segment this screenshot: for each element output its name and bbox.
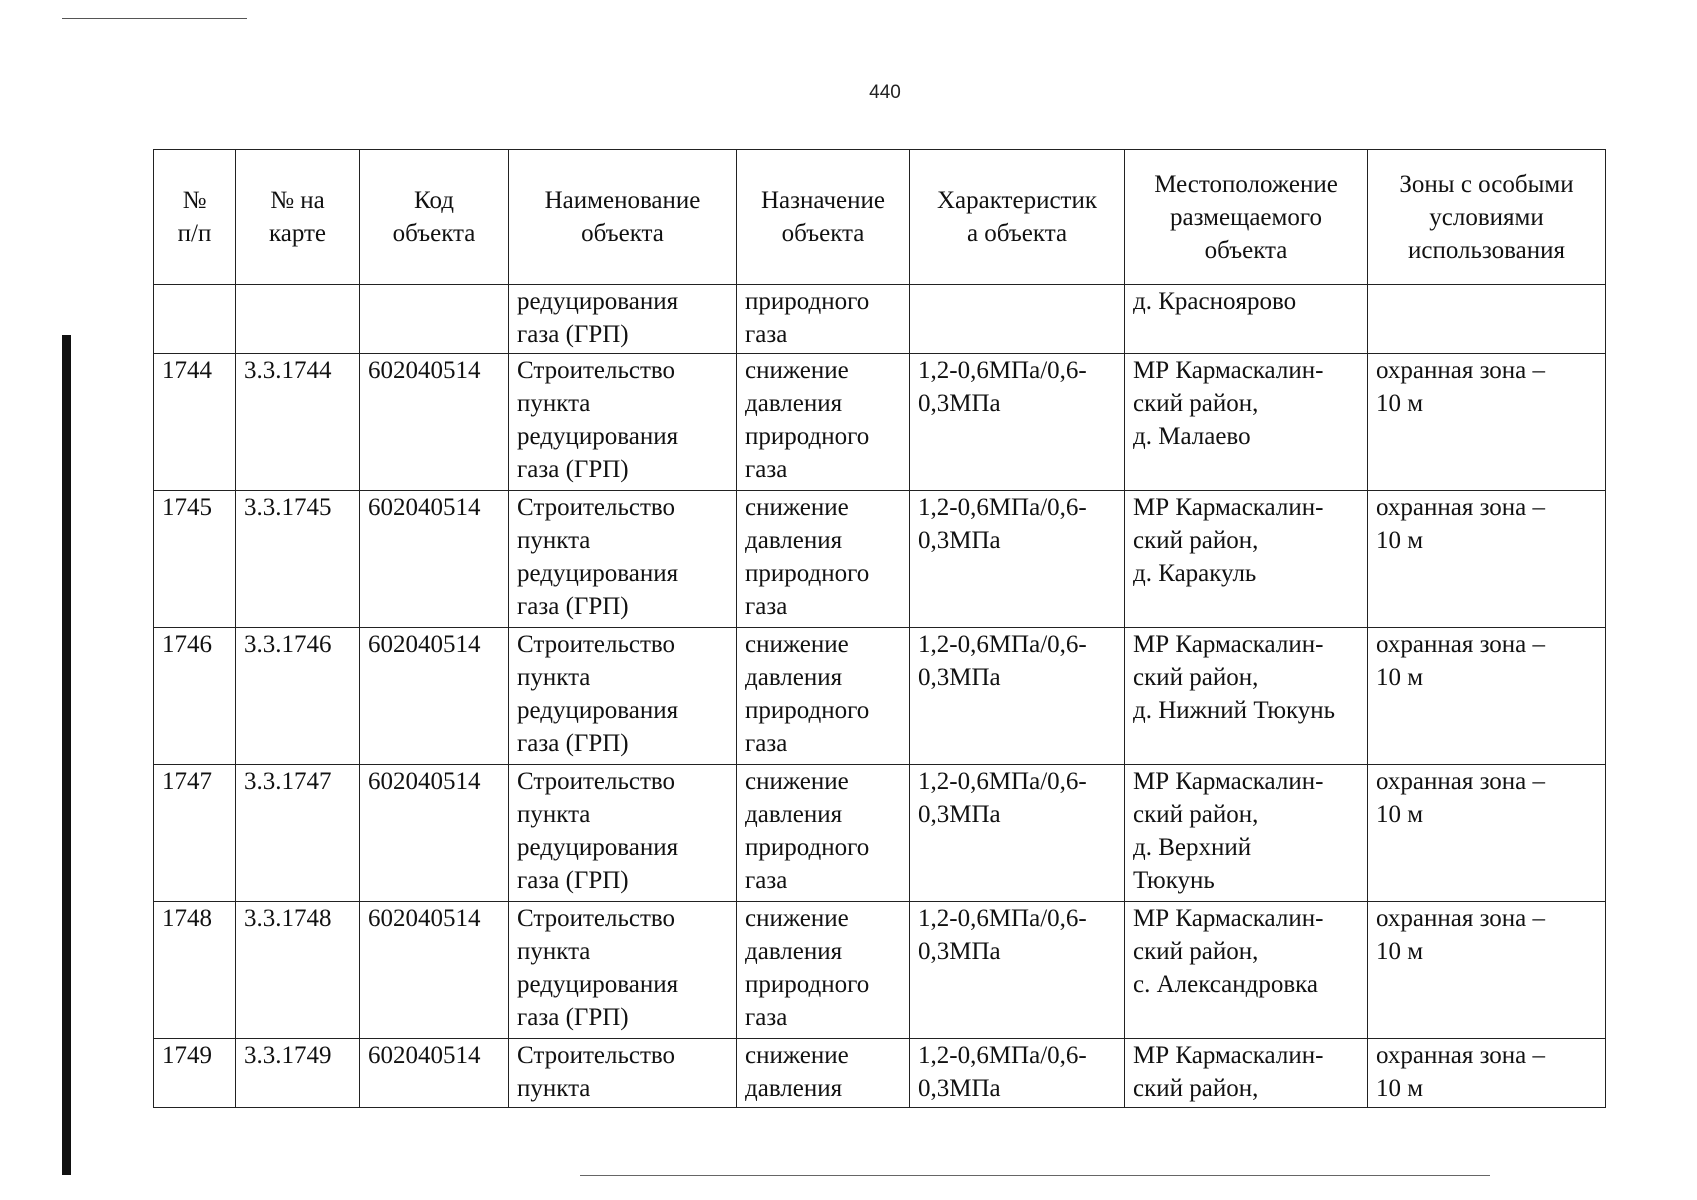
cell-location — [1125, 1039, 1368, 1108]
cell-text-line: 0,3МПа — [918, 1075, 1001, 1102]
cell-map-num: 3.3.1744 — [236, 354, 360, 491]
cell-text-line: 0,3МПа — [918, 801, 1001, 828]
cell-text-line: газа — [745, 456, 788, 483]
cell-purpose — [737, 285, 910, 354]
cell-text-line: Тюкунь — [1133, 867, 1215, 894]
cell-text-line: редуцирования — [517, 288, 679, 315]
cell-text-line: давления — [745, 1075, 843, 1102]
scan-artifact-line-top — [62, 18, 247, 19]
header-text-line: условиями — [1429, 203, 1544, 231]
header-zones — [1368, 150, 1606, 285]
cell-text-line: редуцирования — [517, 971, 679, 998]
cell-location — [1125, 765, 1368, 902]
cell-name — [509, 491, 737, 628]
cell-text-line: газа — [745, 321, 788, 348]
cell-zone — [1368, 285, 1606, 354]
cell-name — [509, 354, 737, 491]
scan-artifact-line-bottom — [580, 1175, 1490, 1176]
cell-text-line: газа (ГРП) — [517, 321, 629, 348]
table-body — [154, 285, 1606, 1108]
cell-text-line: редуцирования — [517, 423, 679, 450]
header-text-line: Зоны с особыми — [1399, 170, 1574, 198]
cell-text-line: снижение — [745, 494, 849, 521]
header-location — [1125, 150, 1368, 285]
header-name — [509, 150, 737, 285]
cell-map-num: 3.3.1746 — [236, 628, 360, 765]
cell-text-line: 10 м — [1376, 390, 1424, 417]
cell-text-line: пункта — [517, 390, 591, 417]
cell-text-line: 10 м — [1376, 527, 1424, 554]
header-text-line: № на — [270, 187, 325, 214]
table-row — [154, 765, 1606, 902]
cell-location — [1125, 285, 1368, 354]
table-row — [154, 491, 1606, 628]
cell-characteristic — [910, 354, 1125, 491]
page-number: 440 — [869, 82, 901, 103]
cell-text-line: МР Кармаскалин- — [1133, 357, 1324, 384]
table-row — [154, 354, 1606, 491]
cell-text-line: газа — [745, 1004, 788, 1031]
cell-zone — [1368, 491, 1606, 628]
scan-artifact-bar-left — [62, 335, 71, 1175]
cell-num — [154, 285, 236, 354]
header-text-line: карте — [268, 220, 327, 247]
cell-text-line: Строительство — [517, 905, 676, 932]
cell-code: 602040514 — [360, 491, 509, 628]
cell-num: 1747 — [154, 765, 236, 902]
cell-text-line: газа (ГРП) — [517, 1004, 629, 1031]
objects-table — [153, 149, 1606, 1108]
cell-text-line: давления — [745, 527, 843, 554]
header-text-line: Характеристик — [936, 187, 1097, 214]
cell-text-line: МР Кармаскалин- — [1133, 905, 1324, 932]
header-text-line: Местоположение — [1154, 170, 1338, 198]
cell-text-line: 1,2-0,6МПа/0,6- — [918, 494, 1087, 521]
header-text-line: объекта — [781, 220, 865, 247]
cell-location — [1125, 628, 1368, 765]
header-text-line: Код — [414, 187, 454, 214]
cell-text-line: снижение — [745, 357, 849, 384]
cell-num: 1749 — [154, 1039, 236, 1108]
header-purpose — [737, 150, 910, 285]
cell-text-line: ский район, — [1133, 1075, 1259, 1102]
header-text-line: использования — [1408, 236, 1565, 264]
cell-characteristic — [910, 902, 1125, 1039]
cell-map-num: 3.3.1748 — [236, 902, 360, 1039]
cell-text-line: 1,2-0,6МПа/0,6- — [918, 631, 1087, 658]
cell-text-line: охранная зона – — [1376, 1042, 1546, 1069]
cell-text-line: д. Верхний — [1133, 834, 1252, 861]
cell-text-line: 10 м — [1376, 1075, 1424, 1102]
cell-text-line: снижение — [745, 905, 849, 932]
cell-text-line: газа — [745, 730, 788, 757]
cell-text-line: газа — [745, 593, 788, 620]
cell-text-line: пункта — [517, 664, 591, 691]
header-code — [360, 150, 509, 285]
cell-text-line: охранная зона – — [1376, 357, 1546, 384]
header-num — [154, 150, 236, 285]
cell-name — [509, 765, 737, 902]
cell-text-line: 10 м — [1376, 801, 1424, 828]
cell-text-line: ский район, — [1133, 938, 1259, 965]
cell-text-line: Строительство — [517, 357, 676, 384]
cell-code: 602040514 — [360, 354, 509, 491]
cell-text-line: природного — [745, 288, 870, 315]
cell-code: 602040514 — [360, 1039, 509, 1108]
cell-num: 1745 — [154, 491, 236, 628]
cell-characteristic — [910, 628, 1125, 765]
cell-text-line: редуцирования — [517, 560, 679, 587]
cell-text-line: с. Александровка — [1133, 971, 1319, 998]
cell-text-line: давления — [745, 664, 843, 691]
cell-location — [1125, 491, 1368, 628]
cell-name — [509, 1039, 737, 1108]
cell-text-line: 0,3МПа — [918, 527, 1001, 554]
cell-text-line: давления — [745, 390, 843, 417]
cell-text-line: 0,3МПа — [918, 390, 1001, 417]
cell-text-line: природного — [745, 423, 870, 450]
cell-num: 1746 — [154, 628, 236, 765]
table-header-row — [154, 150, 1606, 285]
header-text-line: Назначение — [760, 187, 886, 214]
cell-text-line: 1,2-0,6МПа/0,6- — [918, 768, 1087, 795]
cell-text-line: МР Кармаскалин- — [1133, 768, 1324, 795]
cell-purpose — [737, 765, 910, 902]
cell-text-line: МР Кармаскалин- — [1133, 631, 1324, 658]
header-text-line: объекта — [581, 220, 664, 247]
cell-text-line: ский район, — [1133, 527, 1259, 554]
cell-code: 602040514 — [360, 628, 509, 765]
cell-text-line: снижение — [745, 631, 849, 658]
cell-code — [360, 285, 509, 354]
cell-purpose — [737, 628, 910, 765]
cell-text-line: газа (ГРП) — [517, 593, 629, 620]
header-text-line: № — [182, 187, 207, 214]
cell-text-line: давления — [745, 938, 843, 965]
cell-text-line: МР Кармаскалин- — [1133, 1042, 1324, 1069]
cell-text-line: Строительство — [517, 768, 676, 795]
cell-characteristic — [910, 491, 1125, 628]
cell-location — [1125, 354, 1368, 491]
cell-characteristic — [910, 765, 1125, 902]
cell-map-num: 3.3.1745 — [236, 491, 360, 628]
cell-code: 602040514 — [360, 902, 509, 1039]
header-text-line: размещаемого — [1170, 203, 1322, 231]
cell-text-line: 0,3МПа — [918, 938, 1001, 965]
cell-name — [509, 285, 737, 354]
cell-text-line: д. Нижний Тюкунь — [1133, 697, 1336, 724]
cell-purpose — [737, 354, 910, 491]
header-text-line: п/п — [177, 220, 212, 247]
cell-text-line: снижение — [745, 768, 849, 795]
cell-code: 602040514 — [360, 765, 509, 902]
cell-name — [509, 902, 737, 1039]
cell-text-line: природного — [745, 697, 870, 724]
cell-text-line: ский район, — [1133, 801, 1259, 828]
cell-location — [1125, 902, 1368, 1039]
cell-text-line: Строительство — [517, 494, 676, 521]
cell-text-line: д. Каракуль — [1133, 560, 1257, 587]
cell-num: 1744 — [154, 354, 236, 491]
cell-purpose — [737, 902, 910, 1039]
cell-zone — [1368, 628, 1606, 765]
cell-text-line: охранная зона – — [1376, 494, 1546, 521]
cell-zone — [1368, 1039, 1606, 1108]
cell-num: 1748 — [154, 902, 236, 1039]
cell-text-line: редуцирования — [517, 697, 679, 724]
cell-text-line: ский район, — [1133, 664, 1259, 691]
cell-map-num: 3.3.1747 — [236, 765, 360, 902]
table-row — [154, 628, 1606, 765]
cell-text-line: пункта — [517, 1075, 591, 1102]
cell-map-num — [236, 285, 360, 354]
cell-text-line: 0,3МПа — [918, 664, 1001, 691]
header-text-line: Наименование — [544, 187, 701, 214]
cell-text-line: охранная зона – — [1376, 768, 1546, 795]
cell-zone — [1368, 902, 1606, 1039]
cell-text-line: давления — [745, 801, 843, 828]
cell-characteristic — [910, 285, 1125, 354]
cell-text-line: природного — [745, 560, 870, 587]
header-text-line: а объекта — [966, 220, 1068, 247]
cell-text-line: ский район, — [1133, 390, 1259, 417]
cell-text-line: пункта — [517, 527, 591, 554]
cell-text-line: газа (ГРП) — [517, 456, 629, 483]
table-row-continuation — [154, 285, 1606, 354]
cell-text-line: 10 м — [1376, 664, 1424, 691]
cell-zone — [1368, 354, 1606, 491]
cell-text-line: природного — [745, 971, 870, 998]
cell-text-line: Строительство — [517, 1042, 676, 1069]
header-map-num — [236, 150, 360, 285]
header-text-line: объекта — [1204, 236, 1288, 264]
header-text-line: объекта — [392, 220, 476, 247]
cell-text-line: д. Краснoярово — [1133, 288, 1297, 315]
cell-text-line: пункта — [517, 938, 591, 965]
cell-purpose — [737, 491, 910, 628]
cell-text-line: газа (ГРП) — [517, 867, 629, 894]
cell-text-line: охранная зона – — [1376, 905, 1546, 932]
cell-text-line: 1,2-0,6МПа/0,6- — [918, 1042, 1087, 1069]
table-row — [154, 902, 1606, 1039]
cell-text-line: редуцирования — [517, 834, 679, 861]
cell-map-num: 3.3.1749 — [236, 1039, 360, 1108]
table-row — [154, 1039, 1606, 1108]
cell-text-line: охранная зона – — [1376, 631, 1546, 658]
cell-text-line: 10 м — [1376, 938, 1424, 965]
cell-purpose — [737, 1039, 910, 1108]
cell-text-line: снижение — [745, 1042, 849, 1069]
cell-text-line: природного — [745, 834, 870, 861]
cell-text-line: газа — [745, 867, 788, 894]
cell-text-line: 1,2-0,6МПа/0,6- — [918, 357, 1087, 384]
cell-text-line: пункта — [517, 801, 591, 828]
cell-text-line: МР Кармаскалин- — [1133, 494, 1324, 521]
cell-zone — [1368, 765, 1606, 902]
cell-name — [509, 628, 737, 765]
cell-text-line: 1,2-0,6МПа/0,6- — [918, 905, 1087, 932]
cell-text-line: д. Малаево — [1133, 423, 1251, 450]
cell-text-line: газа (ГРП) — [517, 730, 629, 757]
cell-characteristic — [910, 1039, 1125, 1108]
header-characteristic — [910, 150, 1125, 285]
cell-text-line: Строительство — [517, 631, 676, 658]
